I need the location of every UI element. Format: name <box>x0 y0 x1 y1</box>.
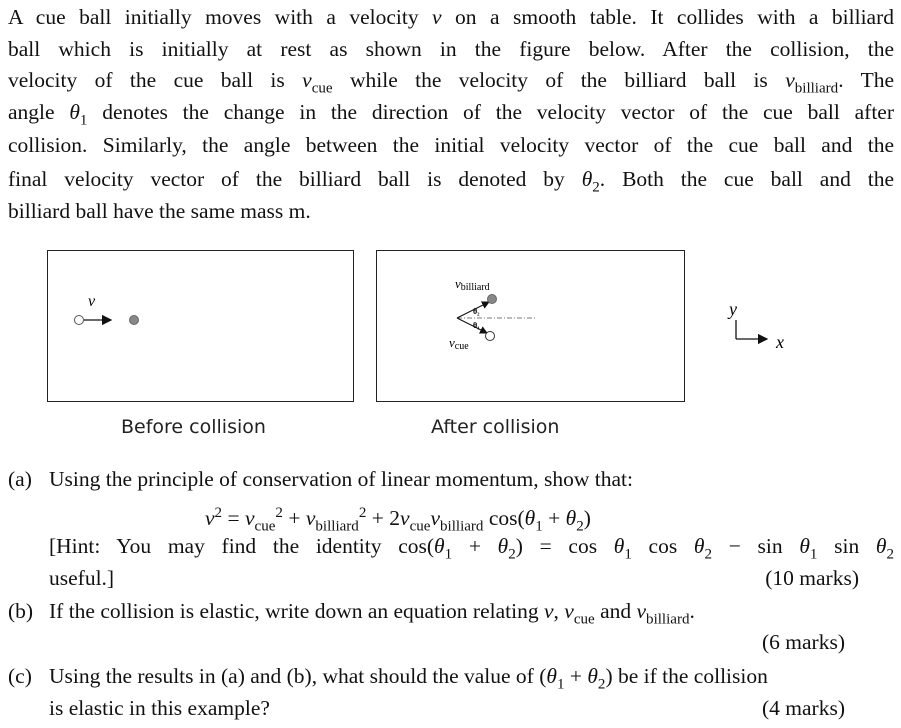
intro-line: A cue ball initially moves with a velocity v on a smooth table. It collides with a billiard <box>8 5 895 29</box>
intro-line: velocity of the cue ball is $v_{cue}$ while the velocity of the billiard ball is $v_{billiard}$. The <box>8 68 894 97</box>
cue-velocity-arrow <box>457 318 487 333</box>
question-a-label: (a) <box>8 467 32 491</box>
question-a-marks: (10 marks) <box>765 566 859 590</box>
intro-line: angle $\theta_1$ denotes the change in the direction of the velocity vector of the cue ball after <box>8 100 894 129</box>
v-cue-label: vcue <box>449 335 469 352</box>
axis-y-label: y <box>729 299 737 319</box>
cue-ball-icon <box>75 316 84 325</box>
intro-line: final velocity vector of the billiard ball is denoted by $\theta_2$. Both the cue ball and the <box>8 167 894 196</box>
question-b-text: If the collision is elastic, write down an equation relating v, $v_{cue}$ and $v_{billiard}$. <box>49 599 695 628</box>
intro-line: billiard ball have the same mass m. <box>8 199 311 223</box>
question-a-text: Using the principle of conservation of linear momentum, show that: <box>49 467 633 491</box>
question-c-text-end: is elastic in this example? <box>49 696 270 720</box>
axis-x-label: x <box>776 332 784 352</box>
after-caption: After collision <box>431 416 560 438</box>
v-label: v <box>88 293 96 310</box>
question-b-marks: (6 marks) <box>762 630 845 654</box>
question-c-label: (c) <box>8 664 32 688</box>
v-billiard-label: vbilliard <box>455 276 490 293</box>
before-caption: Before collision <box>121 416 266 438</box>
question-a-equation: $v^2 = v_{cue}^2 + v_{billiard}^2 + 2v_{cue}v_{billiard}$ $\cos(\theta_1 + \theta_2)$ <box>205 505 591 535</box>
question-a-hint-end: useful.] <box>49 566 115 590</box>
billiard-ball-icon <box>130 316 139 325</box>
question-a-hint: [Hint: You may find the identity $\cos(\theta_1 + \theta_2) = \cos \theta_1$ $\cos \theta_2 - \sin \theta_1$ $\sin \theta_2$ <box>49 534 894 563</box>
intro-line: collision. Similarly, the angle between the initial velocity vector of the cue ball and the <box>8 133 894 157</box>
intro-line: ball which is initially at rest as shown in the figure below. After the collision, the <box>8 37 894 61</box>
question-c-marks: (4 marks) <box>762 696 845 720</box>
cue-ball-after-icon <box>486 332 495 341</box>
theta1-label: θ₁ <box>473 321 480 330</box>
question-b-label: (b) <box>8 599 34 623</box>
question-c-text: Using the results in (a) and (b), what should the value of $(\theta_1 + \theta_2)$ be if the collision <box>49 664 768 693</box>
theta2-label: θ₂ <box>473 307 480 316</box>
billiard-ball-after-icon <box>488 295 497 304</box>
